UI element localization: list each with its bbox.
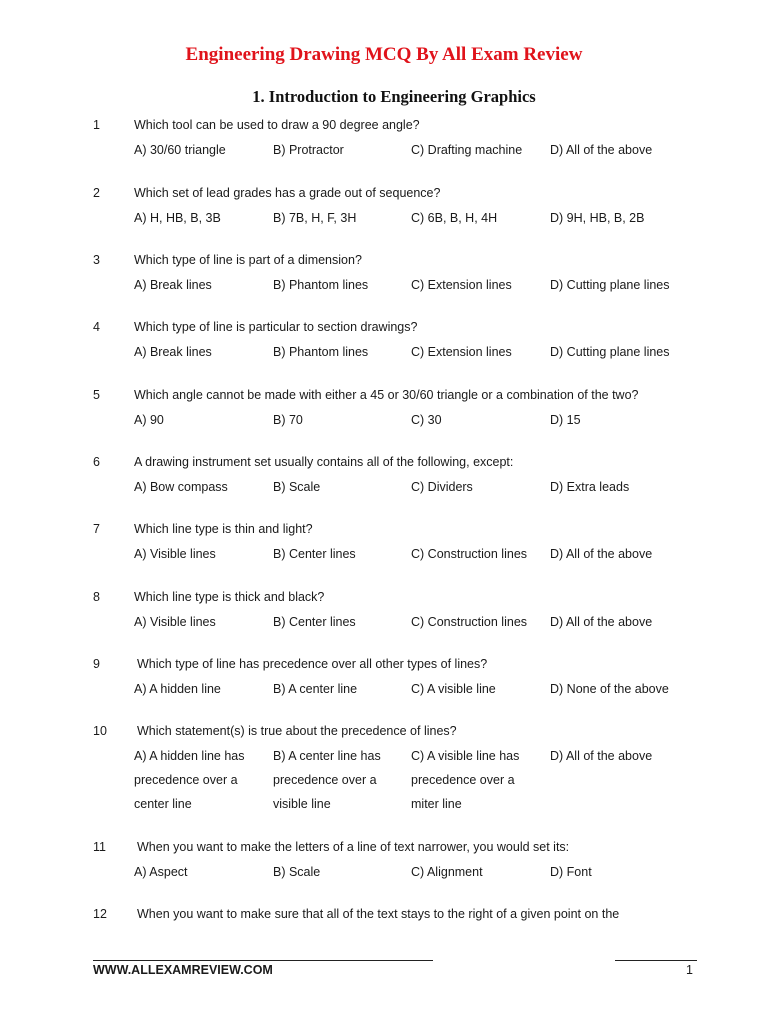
option-a: A) 90	[134, 413, 164, 427]
page-number: 1	[686, 963, 693, 977]
question-number: 9	[93, 657, 100, 671]
option-a: A) Break lines	[134, 278, 212, 292]
option-d: D) None of the above	[550, 682, 669, 696]
options-row	[0, 744, 768, 769]
option-c: C) 6B, B, H, 4H	[411, 211, 498, 225]
option-a: A) 30/60 triangle	[134, 143, 226, 157]
option-a: center line	[134, 797, 192, 811]
question-number: 10	[93, 724, 107, 738]
question-number: 1	[93, 118, 100, 132]
option-c: C) Extension lines	[411, 278, 512, 292]
question-text: When you want to make sure that all of the text stays to the right of a given point on the	[137, 907, 620, 921]
footer-website[interactable]: WWW.ALLEXAMREVIEW.COM	[93, 963, 273, 977]
options-row	[0, 768, 768, 793]
option-b: precedence over a	[273, 773, 377, 787]
question-text: Which type of line is part of a dimension?	[134, 253, 362, 267]
option-b: B) Scale	[273, 865, 321, 879]
option-b: B) A center line has	[273, 749, 381, 763]
option-c: miter line	[411, 797, 462, 811]
option-d: D) Extra leads	[550, 480, 630, 494]
option-d: D) 9H, HB, B, 2B	[550, 211, 645, 225]
option-d: D) Font	[550, 865, 592, 879]
option-c: C) Drafting machine	[411, 143, 523, 157]
option-a: A) A hidden line	[134, 682, 221, 696]
options-row	[0, 860, 768, 885]
option-b: B) Center lines	[273, 615, 356, 629]
question-text: Which tool can be used to draw a 90 degree angle?	[134, 118, 420, 132]
option-a: A) Visible lines	[134, 547, 216, 561]
option-b: visible line	[273, 797, 331, 811]
options-row	[0, 340, 768, 365]
question-number: 4	[93, 320, 100, 334]
option-d: D) All of the above	[550, 615, 653, 629]
options-row	[0, 206, 768, 231]
options-row	[0, 408, 768, 433]
question-text: A drawing instrument set usually contains all of the following, except:	[134, 455, 514, 469]
question-text: Which type of line has precedence over all other types of lines?	[137, 657, 488, 671]
option-c: C) 30	[411, 413, 442, 427]
option-c: C) A visible line has	[411, 749, 520, 763]
question-text: Which line type is thick and black?	[134, 590, 325, 604]
options-row	[0, 542, 768, 567]
option-c: C) Dividers	[411, 480, 473, 494]
question-text: Which line type is thin and light?	[134, 522, 313, 536]
question-number: 5	[93, 388, 100, 402]
option-b: B) Phantom lines	[273, 345, 369, 359]
option-c: C) Construction lines	[411, 547, 528, 561]
option-c: C) Alignment	[411, 865, 483, 879]
question-text: Which set of lead grades has a grade out of sequence?	[134, 186, 441, 200]
option-b: B) A center line	[273, 682, 358, 696]
options-row	[0, 273, 768, 298]
option-b: B) Protractor	[273, 143, 344, 157]
footer-divider	[93, 960, 433, 961]
option-c: C) Construction lines	[411, 615, 528, 629]
document-title: Engineering Drawing MCQ By All Exam Review	[185, 44, 583, 65]
options-row	[0, 475, 768, 500]
question-number: 3	[93, 253, 100, 267]
option-a: precedence over a	[134, 773, 238, 787]
question-text: Which statement(s) is true about the precedence of lines?	[137, 724, 457, 738]
footer-divider	[615, 960, 697, 961]
question-number: 8	[93, 590, 100, 604]
section-heading: 1. Introduction to Engineering Graphics	[252, 87, 536, 106]
option-b: B) Scale	[273, 480, 321, 494]
option-d: D) All of the above	[550, 143, 653, 157]
question-number: 11	[93, 840, 106, 854]
question-text: Which angle cannot be made with either a 45 or 30/60 triangle or a combination of the two?	[134, 388, 639, 402]
option-d: D) All of the above	[550, 749, 653, 763]
option-c: precedence over a	[411, 773, 515, 787]
option-a: A) Aspect	[134, 865, 188, 879]
option-a: A) Bow compass	[134, 480, 228, 494]
options-row	[0, 138, 768, 163]
question-text: When you want to make the letters of a line of text narrower, you would set its:	[137, 840, 570, 854]
option-d: D) All of the above	[550, 547, 653, 561]
option-d: D) 15	[550, 413, 581, 427]
option-b: B) Phantom lines	[273, 278, 369, 292]
option-b: B) 7B, H, F, 3H	[273, 211, 357, 225]
question-number: 12	[93, 907, 107, 921]
question-number: 7	[93, 522, 100, 536]
question-number: 6	[93, 455, 100, 469]
question-number: 2	[93, 186, 100, 200]
options-row	[0, 677, 768, 702]
option-a: A) A hidden line has	[134, 749, 245, 763]
option-d: D) Cutting plane lines	[550, 345, 670, 359]
option-b: B) 70	[273, 413, 303, 427]
question-text: Which type of line is particular to section drawings?	[134, 320, 418, 334]
options-row	[0, 610, 768, 635]
option-c: C) Extension lines	[411, 345, 512, 359]
option-a: A) H, HB, B, 3B	[134, 211, 221, 225]
option-d: D) Cutting plane lines	[550, 278, 670, 292]
option-a: A) Visible lines	[134, 615, 216, 629]
option-a: A) Break lines	[134, 345, 212, 359]
option-b: B) Center lines	[273, 547, 356, 561]
options-row	[0, 792, 768, 817]
option-c: C) A visible line	[411, 682, 496, 696]
